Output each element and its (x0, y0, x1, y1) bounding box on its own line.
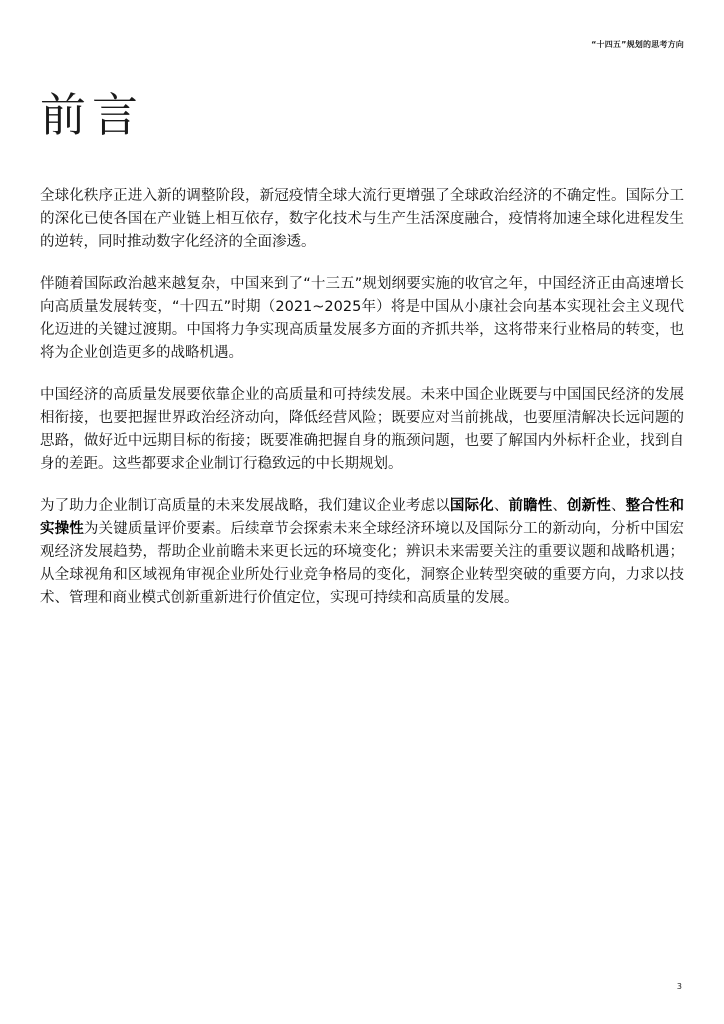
page-number: 3 (676, 982, 682, 991)
keyword-separator: 、 (552, 498, 568, 514)
keyword-separator: 、 (610, 498, 626, 514)
keyword-innovation: 创新性 (567, 498, 611, 514)
body-text (40, 185, 684, 629)
keyword-forward-looking: 前瞻性 (508, 498, 553, 514)
paragraph-4 (40, 495, 684, 610)
keyword-internationalization: 国际化 (449, 498, 494, 514)
running-header: “十四五”规划的思考方向 (591, 40, 684, 49)
keyword-integration-practicality: 整合性和实操性 (40, 498, 685, 537)
paragraph-1: 全球化秩序正进入新的调整阶段，新冠疫情全球大流行更增强了全球政治经济的不确定性。国际分工的深化已使各国在产业链上相互依存，数字化技术与生产生活深度融合，疫情将加速全球化进程发生的逆转，同时推动数字化经济的全面渗透。 (40, 188, 684, 250)
paragraph-4-lead: 为了助力企业制订高质量的未来发展战略，我们建议企业考虑以 (40, 498, 450, 514)
keyword-separator: 、 (493, 498, 509, 514)
paragraph-3: 中国经济的高质量发展要依靠企业的高质量和可持续发展。未来中国企业既要与中国国民经济的发展相衔接，也要把握世界政治经济动向，降低经营风险；既要应对当前挑战，也要厘清解决长远问题的思路，做好近中远期目标的衔接；既要准确把握自身的瓶颈问题，也要了解国内外标杆企业，找到自身的差距。这些都要求企业制订行稳致远的中长期规划。 (40, 387, 684, 472)
paragraph-2: 伴随着国际政治越来越复杂，中国来到了“十三五”规划纲要实施的收官之年，中国经济正由高速增长向高质量发展转变，“十四五”时期（2021~2025年）将是中国从小康社会向基本实现社会主义现代化迈进的关键过渡期。中国将力争实现高质量发展多方面的齐抓共举，这将带来行业格局的转变，也将为企业创造更多的战略机遇。 (40, 276, 684, 361)
paragraph-4-tail: 为关键质量评价要素。后续章节会探索未来全球经济环境以及国际分工的新动向，分析中国宏观经济发展趋势，帮助企业前瞻未来更长远的环境变化；辨识未来需要关注的重要议题和战略机遇；从全球视角和区域视角审视企业所处行业竞争格局的变化，洞察企业转型突破的重要方向，力求以技术、管理和商业模式创新重新进行价值定位，实现可持续和高质量的发展。 (40, 521, 684, 606)
page-title: 前言 (40, 88, 144, 142)
